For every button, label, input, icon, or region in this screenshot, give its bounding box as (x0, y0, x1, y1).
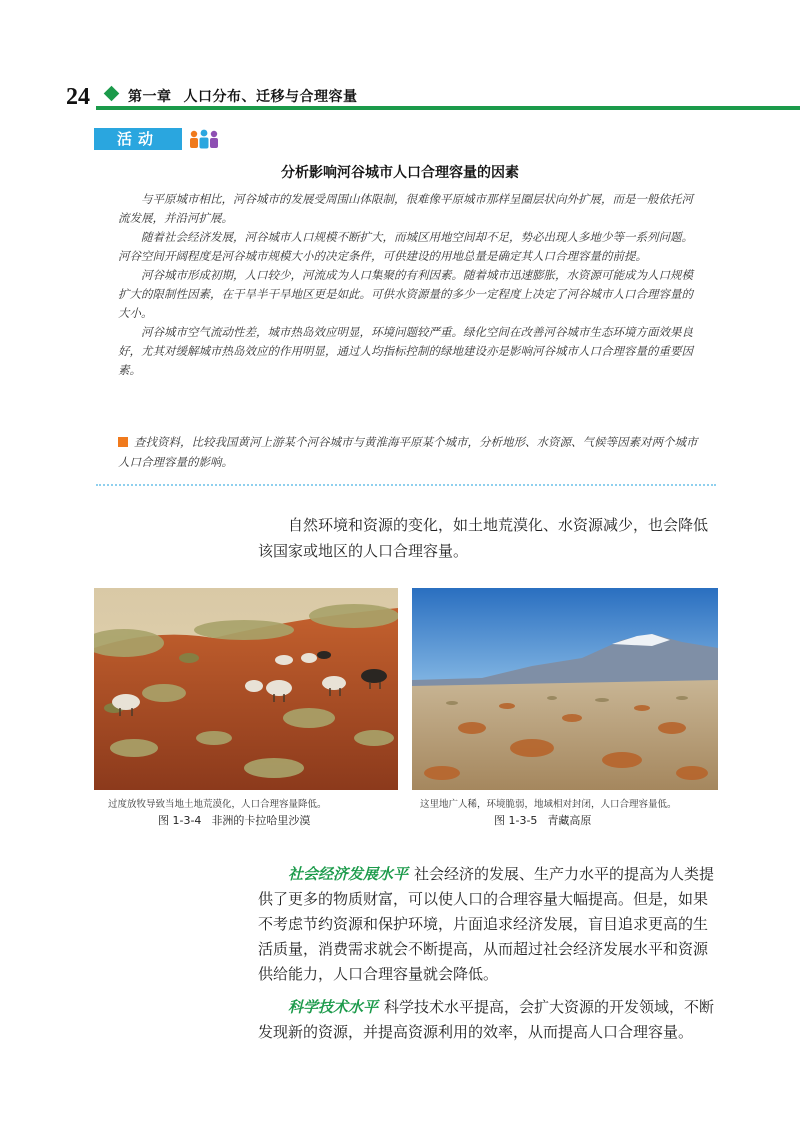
figure-small-caption: 过度放牧导致当地土地荒漠化，人口合理容量降低。 (108, 799, 327, 810)
page-header (0, 82, 800, 114)
task-text: 查找资料，比较我国黄河上游某个河谷城市与黄淮海平原某个城市，分析地形、水资源、气候等因素对两个城市人口合理容量的影响。 (118, 435, 698, 469)
section-social-economic (258, 862, 720, 987)
main-paragraph: 自然环境和资源的变化，如土地荒漠化、水资源减少，也会降低该国家或地区的人口合理容量。 (258, 516, 709, 560)
activity-body (118, 190, 702, 380)
chapter-label: 第一章 (128, 89, 172, 105)
activity-tag: 活动 (94, 128, 182, 150)
figure-number: 图 1-3-5 (494, 814, 538, 827)
activity-paragraph: 河谷城市空气流动性差，城市热岛效应明显，环境问题较严重。绿化空间在改善河谷城市生态环境方面效果良好，尤其对缓解城市热岛效应的作用明显，通过人均指标控制的绿地建设亦是影响河谷城市人口合理容量的重要因素。 (118, 325, 693, 377)
dotted-divider (96, 484, 716, 486)
figure-caption (494, 812, 591, 828)
section-text: 社会经济的发展、生产力水平的提高为人类提供了更多的物质财富，可以使人口的合理容量大幅提高。但是，如果不考虑节约资源和保护环境，片面追求经济发展，盲目追求更高的生活质量，消费需求就会不断提高，从而超过社会经济发展水平和资源供给能力，人口合理容量就会降低。 (258, 865, 715, 983)
section-heading: 社会经济发展水平 (288, 865, 409, 883)
section-science-tech (258, 995, 720, 1045)
kalahari-desert-photo (94, 588, 398, 790)
section-text: 科学技术水平提高，会扩大资源的开发领域，不断发现新的资源，并提高资源利用的效率，从而提高人口合理容量。 (258, 998, 715, 1041)
activity-paragraph: 河谷城市形成初期，人口较少，河流成为人口集聚的有利因素。随着城市迅速膨胀，水资源可能成为人口规模扩大的限制性因素，在干旱半干旱地区更是如此。可供水资源量的多少一定程度上决定了河谷城市人口合理容量的大小。 (118, 268, 693, 320)
figure-small-caption: 这里地广人稀，环境脆弱，地域相对封闭，人口合理容量低。 (420, 799, 677, 810)
tibetan-plateau-photo (412, 588, 718, 790)
activity-task (118, 432, 702, 472)
header-rule (96, 106, 800, 110)
figure-caption (158, 812, 310, 828)
page-number: 24 (66, 84, 90, 110)
activity-paragraph: 随着社会经济发展，河谷城市人口规模不断扩大，而城区用地空间却不足，势必出现人多地少等一系列问题。河谷空间开阔程度是河谷城市规模大小的决定条件，可供建设的用地总量是确定其人口合理容量的前提。 (118, 230, 693, 263)
chapter-title: 人口分布、迁移与合理容量 (183, 89, 358, 105)
orange-square-icon (118, 437, 128, 447)
chapter-heading (128, 86, 370, 106)
diamond-icon (104, 86, 120, 102)
figure-title: 青藏高原 (547, 814, 592, 827)
figure-number: 图 1-3-4 (158, 814, 202, 827)
activity-paragraph: 与平原城市相比，河谷城市的发展受周围山体限制，很难像平原城市那样呈圈层状向外扩展，而是一般依托河流发展，并沿河扩展。 (118, 192, 693, 225)
activity-title: 分析影响河谷城市人口合理容量的因素 (281, 165, 519, 181)
figure-title: 非洲的卡拉哈里沙漠 (211, 814, 311, 827)
people-group-icon (188, 128, 220, 150)
section-heading: 科学技术水平 (288, 998, 379, 1016)
